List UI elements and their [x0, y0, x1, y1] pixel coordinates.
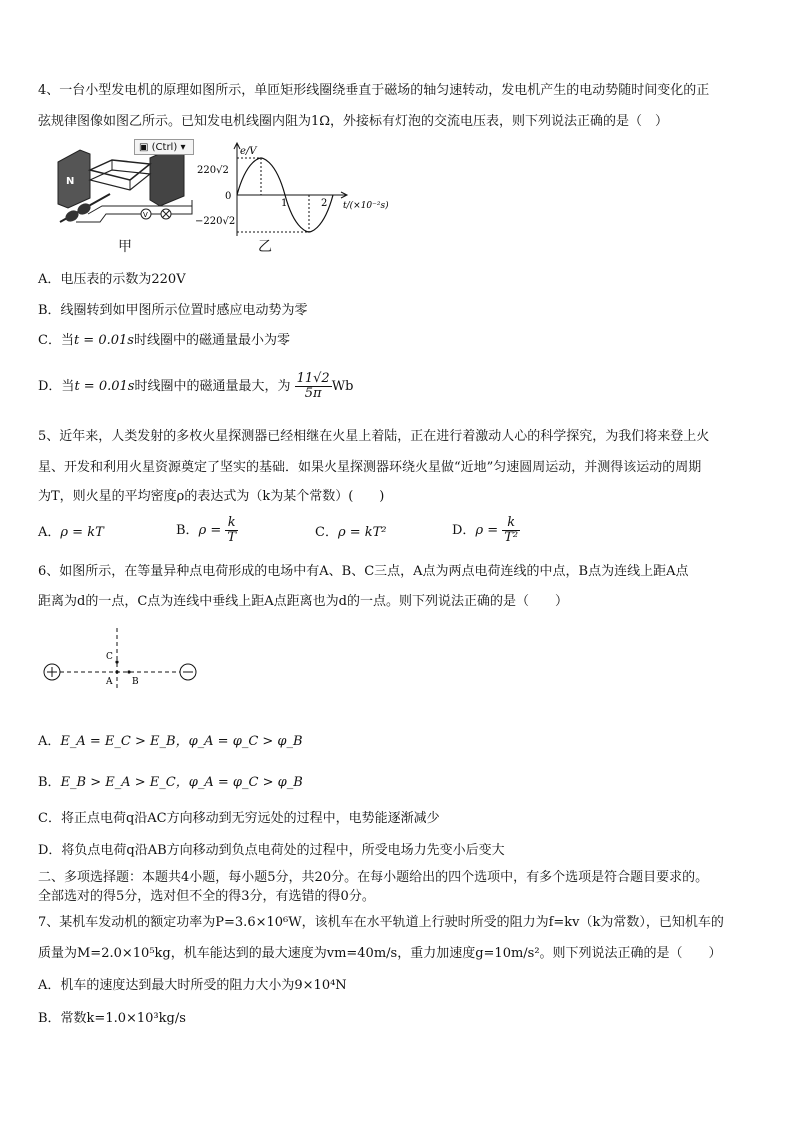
graph-ymin-label: −220√2	[195, 216, 236, 227]
graph-origin-label: 0	[225, 191, 232, 202]
emf-graph	[195, 140, 400, 240]
graph-tick-2: 2	[321, 198, 328, 209]
section2-line1: 二、多项选择题：本题共4小题，每小题5分，共20分。在每小题给出的四个选项中，有多个选项是符合题目要求的。	[38, 870, 709, 885]
magnet-n-label: N	[66, 176, 75, 187]
q5-stem-line1: 5、近年来，人类发射的多枚火星探测器已经相继在火星上着陆，正在进行着激动人心的科学探究，为我们将来登上火	[38, 429, 710, 444]
q5-option-c	[315, 524, 387, 542]
q5-option-d-label: D．	[452, 523, 476, 538]
q5-option-d-denominator: T²	[504, 530, 519, 545]
q5-option-a	[38, 524, 104, 542]
q5-option-b-denominator: T	[227, 530, 237, 545]
q6-option-a-label: A．	[38, 734, 61, 749]
q6-option-a-math: E_A = E_C > E_B，φ_A = φ_C > φ_B	[60, 734, 303, 749]
q4-stem-line1: 4、一台小型发电机的原理如图所示，单匝矩形线圈绕垂直于磁场的轴匀速转动，发电机产生的电动势随时间变化的正	[38, 83, 710, 98]
q6-option-d: D．将负点电荷q沿AB方向移动到负点电荷处的过程中，所受电场力先变小后变大	[38, 843, 505, 858]
q4-option-d-unit: Wb	[331, 379, 354, 394]
q5-option-d	[452, 516, 520, 545]
q4-stem-line2: 弦规律图像如图乙所示。已知发电机线圈内阻为1Ω，外接标有灯泡的交流电压表，则下列说法正确的是（ ）	[38, 114, 669, 129]
q4-option-d-numerator: 11√2	[296, 371, 330, 386]
q4-option-c-prefix: C．当	[38, 333, 74, 348]
q7-option-b: B．常数k=1.0×10³kg/s	[38, 1011, 186, 1026]
q6-option-b-math: E_B > E_A > E_C，φ_A = φ_C > φ_B	[60, 775, 303, 790]
q6-option-c: C．将正点电荷q沿AC方向移动到无穷远处的过程中，电势能逐渐减少	[38, 811, 440, 826]
q5-option-b-label: B．	[176, 523, 199, 538]
graph-tick-1: 1	[281, 198, 288, 209]
q6-option-b	[38, 774, 303, 792]
ctrl-badge-label: (Ctrl)	[151, 142, 178, 153]
q7-option-a: A．机车的速度达到最大时所受的阻力大小为9×10⁴N	[38, 978, 347, 993]
graph-ymax-label: 220√2	[197, 165, 229, 176]
q4-option-d-prefix: D．当	[38, 379, 75, 394]
q4-option-d-mid: 时线圈中的磁通量最大，为	[134, 379, 291, 394]
ctrl-paste-badge[interactable]	[134, 139, 194, 155]
q4-option-a: A．电压表的示数为220V	[38, 272, 186, 287]
q5-option-c-label: C．	[315, 525, 338, 540]
charge-field-figure	[40, 628, 210, 690]
q5-option-b-numerator: k	[225, 516, 238, 531]
svg-text:V: V	[143, 211, 148, 219]
point-b-label: B	[132, 677, 139, 687]
q5-option-d-fraction	[502, 516, 520, 545]
q5-option-a-math: ρ = kT	[60, 525, 104, 540]
q4-option-c-suffix: 时线圈中的磁通量最小为零	[133, 333, 290, 348]
q5-option-b-fraction	[225, 516, 238, 545]
q4-option-d-denominator: 5π	[304, 386, 322, 401]
q7-stem-line2: 质量为M=2.0×10⁵kg，机车能达到的最大速度为vm=40m/s，重力加速度g=10m/s²。则下列说法正确的是（ ）	[38, 946, 722, 961]
q6-stem-line2: 距离为d的一点，C点为连线中垂线上距A点距离也为d的一点。则下列说法正确的是（ ）	[38, 594, 568, 609]
point-c-label: C	[106, 652, 113, 662]
clipboard-icon: ▣	[139, 142, 149, 153]
q5-stem-line3: 为T，则火星的平均密度ρ的表达式为（k为某个常数）( )	[38, 489, 385, 504]
q5-stem-line2: 星、开发和利用火星资源奠定了坚实的基础．如果火星探测器环绕火星做“近地”匀速圆周运动，并测得该运动的周期	[38, 460, 702, 475]
q7-stem-line1: 7、某机车发动机的额定功率为P=3.6×10⁶W，该机车在水平轨道上行驶时所受的阻力为f=kv（k为常数），已知机车的	[38, 915, 724, 930]
q4-option-d-fraction	[295, 372, 332, 401]
fig-yi-label: 乙	[258, 239, 272, 255]
q5-option-d-numerator: k	[502, 516, 520, 531]
graph-ylabel: e/V	[240, 146, 257, 157]
q6-option-a	[38, 733, 303, 751]
q4-option-c-math: t = 0.01s	[73, 333, 134, 348]
q5-option-b-lhs: ρ =	[198, 523, 222, 538]
q5-option-b	[176, 516, 238, 545]
point-a-label: A	[106, 677, 113, 687]
q4-option-b: B．线圈转到如甲图所示位置时感应电动势为零	[38, 303, 308, 318]
q5-option-c-math: ρ = kT²	[337, 525, 387, 540]
fig-jia-label: 甲	[118, 239, 132, 255]
q4-option-c	[38, 332, 290, 350]
q5-option-a-label: A．	[38, 525, 61, 540]
q5-option-d-lhs: ρ =	[475, 523, 499, 538]
chevron-down-icon: ▾	[180, 142, 186, 153]
q6-option-b-label: B．	[38, 775, 61, 790]
q4-option-d-math: t = 0.01s	[74, 379, 135, 394]
q6-stem-line1: 6、如图所示，在等量异种点电荷形成的电场中有A、B、C三点，A点为两点电荷连线的中点，B点为连线上距A点	[38, 564, 689, 579]
section2-line2: 全部选对的得5分，选对但不全的得3分，有选错的得0分。	[38, 889, 375, 904]
q4-option-d	[38, 372, 353, 401]
graph-xlabel: t/(×10⁻²s)	[343, 201, 389, 211]
